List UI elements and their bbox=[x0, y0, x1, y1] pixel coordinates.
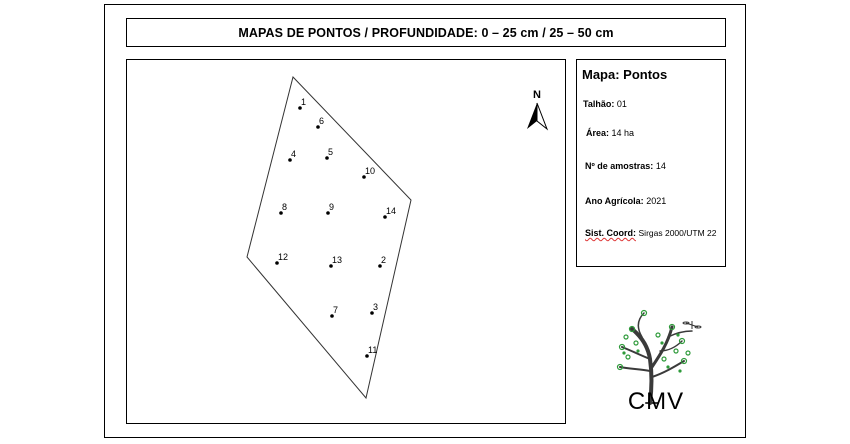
sample-point-label: 11 bbox=[368, 345, 378, 355]
legend-title: Mapa: Pontos bbox=[582, 67, 668, 82]
sample-point-label: 2 bbox=[381, 255, 387, 265]
north-arrow-icon bbox=[527, 103, 537, 129]
coord-row bbox=[585, 228, 716, 238]
amostras-label: Nº de amostras: bbox=[585, 161, 654, 171]
sample-point-label: 12 bbox=[278, 252, 289, 262]
amostras-row bbox=[585, 161, 666, 171]
sample-point-label: 1 bbox=[301, 97, 307, 107]
sample-point-label: 13 bbox=[332, 255, 343, 265]
area-value: 14 ha bbox=[611, 128, 635, 138]
talhao-label: Talhão: bbox=[583, 99, 615, 109]
north-arrow-label: N bbox=[533, 89, 541, 101]
sample-point-label: 10 bbox=[365, 166, 376, 176]
coord-value: Sirgas 2000/UTM 22 bbox=[638, 228, 717, 238]
map-canvas bbox=[127, 60, 565, 423]
north-arrow bbox=[527, 89, 547, 129]
coord-label: Sist. Coord: bbox=[585, 228, 636, 238]
amostras-value: 14 bbox=[655, 161, 666, 171]
area-label: Área: bbox=[586, 128, 610, 138]
sample-points bbox=[275, 97, 396, 358]
ano-value: 2021 bbox=[646, 196, 667, 206]
talhao-row bbox=[583, 99, 627, 109]
talhao-value: 01 bbox=[616, 99, 627, 109]
sample-point-label: 6 bbox=[319, 116, 325, 126]
sample-point-label: 9 bbox=[329, 202, 335, 212]
map-title: MAPAS DE PONTOS / PROFUNDIDADE: 0 – 25 cm / 25 – 50 cm bbox=[126, 18, 726, 47]
sample-point-label: 14 bbox=[386, 206, 397, 216]
sample-point-label: 5 bbox=[328, 147, 334, 157]
legend-panel bbox=[576, 59, 726, 267]
map-frame bbox=[126, 59, 566, 424]
ano-label: Ano Agrícola: bbox=[585, 196, 644, 206]
area-row bbox=[586, 128, 634, 138]
sample-point-label: 3 bbox=[373, 302, 379, 312]
field-boundary bbox=[247, 77, 411, 398]
logo-text: CMV bbox=[627, 388, 685, 415]
sample-point-label: 7 bbox=[333, 305, 339, 315]
ano-row bbox=[585, 196, 666, 206]
drone-icon bbox=[683, 321, 701, 329]
sample-point-label: 8 bbox=[282, 202, 288, 212]
sample-point-label: 4 bbox=[291, 149, 297, 159]
